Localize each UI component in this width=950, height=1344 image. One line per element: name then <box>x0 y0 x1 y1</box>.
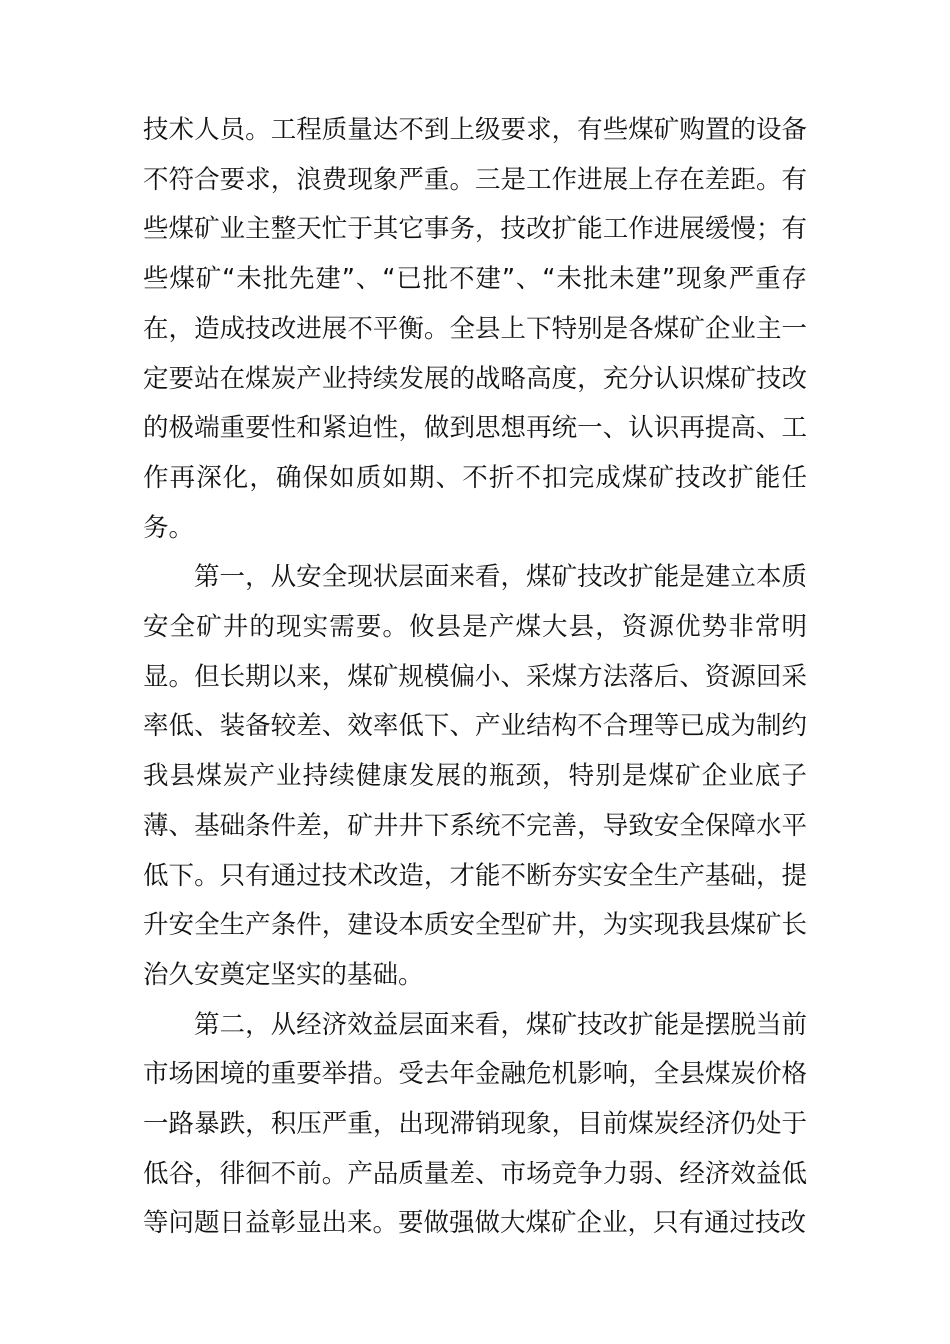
paragraph-safety: 第一，从安全现状层面来看，煤矿技改扩能是建立本质安全矿井的现实需要。攸县是产煤大县，资源优势非常明显。但长期以来，煤矿规模偏小、采煤方法落后、资源回采率低、装备较差、效率低下、产业结构不合理等已成为制约我县煤炭产业持续健康发展的瓶颈，特别是煤矿企业底子薄、基础条件差，矿井井下系统不完善，导致安全保障水平低下。只有通过技术改造，才能不断夯实安全生产基础，提升安全生产条件，建设本质安全型矿井，为实现我县煤矿长治久安奠定坚实的基础。 <box>143 562 807 990</box>
paragraph-continuation: 技术人员。工程质量达不到上级要求，有些煤矿购置的设备不符合要求，浪费现象严重。三是工作进展上存在差距。有些煤矿业主整天忙于其它事务，技改扩能工作进展缓慢；有些煤矿“未批先建”、“已批不建”、“未批未建”现象严重存在，造成技改进展不平衡。全县上下特别是各煤矿企业主一定要站在煤炭产业持续发展的战略高度，充分认识煤矿技改的极端重要性和紧迫性，做到思想再统一、认识再提高、工作再深化，确保如质如期、不折不扣完成煤矿技改扩能任务。 <box>143 115 807 543</box>
document-page <box>143 106 807 1249</box>
paragraph-economic: 第二，从经济效益层面来看，煤矿技改扩能是摆脱当前市场困境的重要举措。受去年金融危机影响，全县煤炭价格一路暴跌，积压严重，出现滞销现象，目前煤炭经济仍处于低谷，徘徊不前。产品质量差、市场竞争力弱、经济效益低等问题日益彰显出来。要做强做大煤矿企业，只有通过技改 <box>143 1009 807 1239</box>
